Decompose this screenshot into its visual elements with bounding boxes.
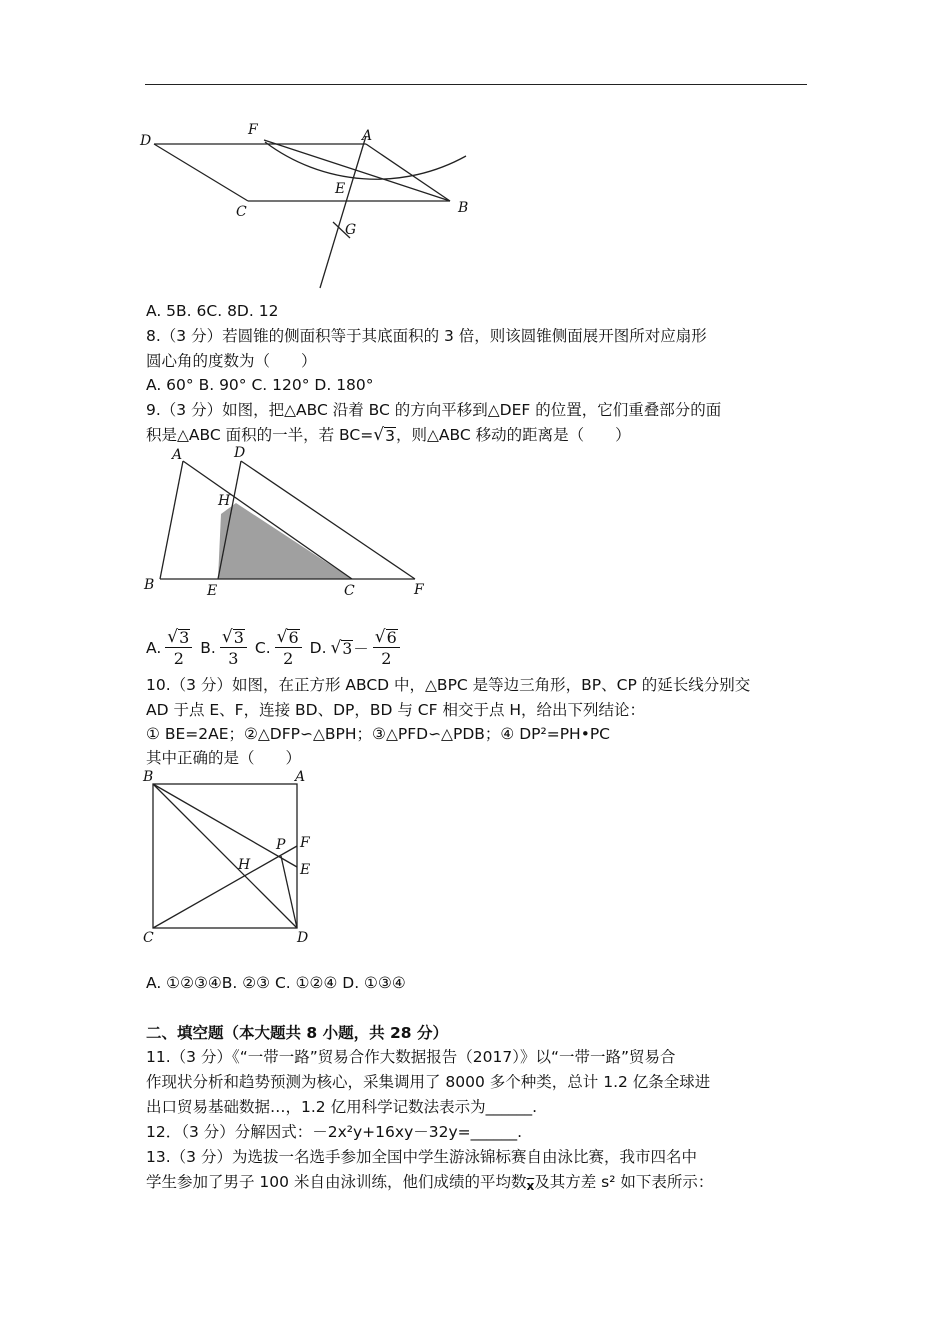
q9-opt-b-fraction bbox=[220, 628, 247, 668]
q9-opt-d-den: 2 bbox=[381, 649, 392, 668]
q11-line2: 作现状分析和趋势预测为核心，采集调用了 8000 多个种类，总计 1.2 亿条全球进 bbox=[146, 1073, 711, 1091]
fig9-label-h: H bbox=[218, 493, 231, 509]
q9-opt-d-label: D. bbox=[309, 639, 327, 657]
q9-opt-c-den: 2 bbox=[283, 649, 294, 668]
fig7-label-d: D bbox=[140, 133, 152, 149]
q10-options: A. ①②③④B. ②③ C. ①②④ D. ①③④ bbox=[146, 974, 406, 992]
sqrt-symbol: √ 3 bbox=[373, 425, 395, 445]
q9-opt-b-den: 3 bbox=[228, 649, 239, 668]
fig10-label-c: C bbox=[143, 930, 154, 946]
q9-opt-d-radicand: 3 bbox=[342, 640, 353, 658]
q13-line2-post: 及其方差 s² 如下表所示： bbox=[534, 1173, 714, 1191]
q9-opt-a-num: 3 bbox=[179, 628, 190, 647]
q9-figure bbox=[140, 444, 440, 600]
q9-line2-post: ，则△ABC 移动的距离是（ ） bbox=[395, 426, 631, 444]
q9-opt-a-den: 2 bbox=[173, 649, 184, 668]
fig9-label-b: B bbox=[144, 577, 155, 593]
q13-mean-symbol: $\overline{x}$ bbox=[526, 1179, 535, 1193]
fig10-label-a: A bbox=[295, 769, 306, 785]
fig10-label-p: P bbox=[276, 837, 286, 853]
fig7-label-e: E bbox=[335, 181, 346, 197]
q10-line1: 10.（3 分）如图，在正方形 ABCD 中，△BPC 是等边三角形，BP、CP 的延长线分别交 bbox=[146, 676, 751, 694]
sqrt-symbol: √ 3 bbox=[221, 627, 244, 647]
fig10-label-d: D bbox=[297, 930, 309, 946]
q9-opt-d-sqrt: √ 3 bbox=[330, 638, 353, 658]
fig9-label-a: A bbox=[172, 447, 183, 463]
q13-line2 bbox=[146, 1172, 713, 1193]
fig9-label-c: C bbox=[344, 583, 355, 599]
fig9-label-d: D bbox=[234, 445, 246, 461]
q7-options: A. 5B. 6C. 8D. 12 bbox=[146, 302, 279, 320]
fig7-label-b: B bbox=[458, 200, 469, 216]
q10-figure bbox=[140, 768, 330, 948]
q9-opt-a-label: A. bbox=[146, 639, 162, 657]
fig9-label-f: F bbox=[414, 582, 424, 598]
q9-line2-radicand: 3 bbox=[385, 427, 395, 445]
q10-line4: 其中正确的是（ ） bbox=[146, 749, 302, 767]
q9-opt-c-num: 6 bbox=[288, 628, 299, 647]
sqrt-symbol: √ 3 bbox=[167, 627, 190, 647]
q8-options: A. 60° B. 90° C. 120° D. 180° bbox=[146, 376, 374, 394]
q9-opt-b-label: B. bbox=[200, 639, 216, 657]
q9-line1: 9.（3 分）如图，把△ABC 沿着 BC 的方向平移到△DEF 的位置，它们重叠部分的面 bbox=[146, 401, 722, 419]
fig7-label-a: A bbox=[362, 128, 373, 144]
fig10-label-h: H bbox=[238, 857, 251, 873]
q10-line2: AD 于点 E、F，连接 BD、DP，BD 与 CF 相交于点 H，给出下列结论： bbox=[146, 701, 646, 719]
sqrt-symbol: √ 6 bbox=[276, 627, 299, 647]
q13-line2-pre: 学生参加了男子 100 米自由泳训练，他们成绩的平均数 bbox=[146, 1173, 527, 1191]
q8-line2: 圆心角的度数为（ ） bbox=[146, 352, 317, 370]
q11-line1: 11.（3 分）《“一带一路”贸易合作大数据报告（2017）》以“一带一路”贸易合 bbox=[146, 1048, 676, 1066]
fig10-label-e: E bbox=[300, 862, 311, 878]
q9-opt-c-label: C. bbox=[254, 639, 271, 657]
sqrt-symbol: √ 6 bbox=[374, 627, 397, 647]
q9-opt-d-minus: － bbox=[353, 640, 369, 658]
section2-heading: 二、填空题（本大题共 8 小题，共 28 分） bbox=[146, 1024, 448, 1042]
q10-line3: ① BE=2AE；②△DFP∽△BPH；③△PFD∽△PDB；④ DP²=PH•PC bbox=[146, 725, 611, 743]
fig7-label-f: F bbox=[248, 122, 258, 138]
fig7-label-c: C bbox=[236, 204, 247, 220]
q13-line1: 13.（3 分）为选拔一名选手参加全国中学生游泳锦标赛自由泳比赛，我市四名中 bbox=[146, 1148, 697, 1166]
q9-opt-d-fraction bbox=[373, 628, 400, 668]
q11-line3: 出口贸易基础数据…，1.2 亿用科学记数法表示为______. bbox=[146, 1098, 538, 1116]
q7-figure bbox=[140, 118, 480, 294]
q12-text: 12．（3 分）分解因式：－2x²y+16xy－32y=______. bbox=[146, 1123, 523, 1141]
q9-opt-b-num: 3 bbox=[233, 628, 244, 647]
q9-opt-a-fraction bbox=[165, 628, 192, 668]
q9-line2-pre: 积是△ABC 面积的一半，若 BC= bbox=[146, 426, 374, 444]
q9-opt-c-fraction bbox=[275, 628, 302, 668]
q9-opt-d-num: 6 bbox=[386, 628, 397, 647]
q9-options bbox=[146, 624, 404, 672]
q9-line2 bbox=[146, 425, 631, 445]
fig9-label-e: E bbox=[207, 583, 218, 599]
fig10-label-f: F bbox=[300, 835, 310, 851]
q8-line1: 8.（3 分）若圆锥的侧面积等于其底面积的 3 倍，则该圆锥侧面展开图所对应扇形 bbox=[146, 327, 707, 345]
fig7-label-g: G bbox=[345, 222, 357, 238]
fig10-label-b: B bbox=[143, 769, 154, 785]
header-rule bbox=[145, 84, 807, 85]
